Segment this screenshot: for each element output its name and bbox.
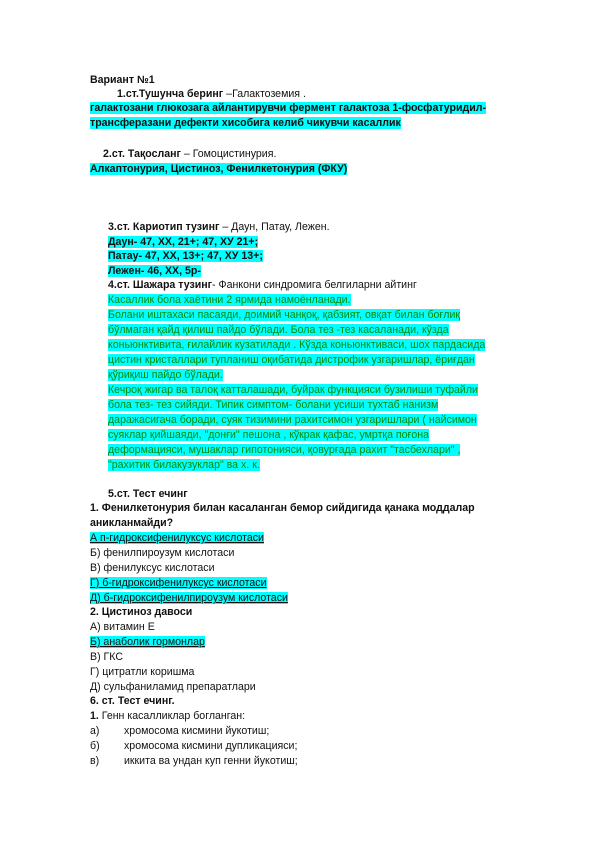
test2-option-a: А) витамин Е — [90, 621, 155, 633]
q4-answer-line: цистин кристаллари тупланиш оқибатида дистрофик узгаришлар, ёриғдан — [108, 354, 475, 366]
q2-label: 2.ст. Тақосланг — [103, 148, 181, 160]
test6-item: а) хромосома кисмини йукотиш; — [90, 725, 270, 737]
q4-answer-line: Болани иштахаси пасаяди, доимий чанқоқ, қабзият, овқат билан боғлиқ — [108, 309, 461, 321]
test1-option-b: Б) фенилпироузум кислотаси — [90, 547, 235, 559]
test1-option-a: А п-гидроксифенилуксус кислотаси — [90, 532, 264, 544]
q1-label: 1.ст.Тушунча беринг — [117, 88, 224, 100]
q4-topic: Фанкони синдромига белгиларни айтинг — [218, 279, 417, 291]
test6-question: 1. Генн касалликлар богланган: — [90, 710, 246, 722]
question-1 — [117, 88, 306, 101]
question-6-heading: 6. ст. Тест ечинг. — [90, 695, 175, 707]
q3-answer-line: Даун- 47, ХХ, 21+; 47, ХУ 21+; — [108, 236, 259, 248]
q2-answer: Алкаптонурия, Цистиноз, Фенилкетонурия (ФКУ) — [90, 163, 348, 175]
test6-item: б) хромосома кисмини дупликацияси; — [90, 740, 298, 752]
q4-answer-line: бўлмаган қайд қилиш пайдо бўлади. Бола тез -тез касаланади, кўзда — [108, 324, 449, 336]
q3-label: 3.ст. Кариотип тузинг — [108, 221, 220, 233]
test2-option-g: Г) цитратли коришма — [90, 666, 195, 678]
test6-item: в) иккита ва ундан куп генни йукотиш; — [90, 755, 298, 767]
q3-sep: – — [219, 221, 232, 233]
q2-topic: Гомоцистинурия. — [192, 148, 277, 160]
test1-option-v: В) фенилуксус кислотаси — [90, 562, 215, 574]
test2-question: 2. Цистиноз давоси — [90, 606, 193, 618]
test1-question-line: 1. Фенилкетонурия билан касаланган бемор сийдигида қанака моддалар — [90, 502, 475, 514]
q4-answer-line: бола тез- тез сийяди. Типик симптом- болани усиши тухтаб нанизм — [108, 399, 439, 411]
q1-answer-line: трансферазани дефекти хисобига келиб чикувчи касаллик — [90, 117, 401, 129]
test1-question-line: аникланмайди? — [90, 517, 174, 529]
q1-answer-line: галактозани глюкозага айлантирувчи фермент галактоза 1-фосфатуридил- — [90, 102, 487, 114]
test2-option-b: Б) анаболик гормонлар — [90, 636, 205, 648]
q3-answer-line: Патау- 47, ХХ, 13+; 47, ХУ 13+; — [108, 250, 263, 262]
q1-sep: – — [223, 88, 233, 100]
q4-sep: - — [212, 279, 219, 291]
q4-label: 4.ст. Шажара тузинг — [108, 279, 213, 291]
test2-option-d: Д) сульфаниламид препаратлари — [90, 681, 256, 693]
q3-answer-line: Лежен- 46, ХХ, 5р- — [108, 265, 201, 277]
question-2 — [103, 148, 276, 161]
test1-option-d: Д) б-гидроксифенилпироузум кислотаси — [90, 592, 288, 604]
test2-option-v: В) ГКС — [90, 651, 123, 663]
question-3 — [108, 221, 330, 234]
test1-option-g: Г) б-гидроксифенилуксус кислотаси — [90, 577, 267, 589]
q4-answer-line: қўриқиш пайдо бўлади. — [108, 369, 223, 381]
question-5-heading: 5.ст. Тест ечинг — [108, 488, 188, 500]
q4-answer-line: "рахитик билакузуклар" ва х. к. — [108, 459, 260, 471]
q4-answer-line: даражасигача боради, суяк тизимини рахитсимон узгаришлари ( найсимон — [108, 414, 477, 426]
q3-topic: Даун, Патау, Лежен. — [231, 221, 330, 233]
q4-answer-line: деформацияси, мушаклар гипотонияси, қовурғада рахит "тасбехлари" , — [108, 444, 461, 456]
q4-answer-line: коньюнктивита, ғилайлик кузатилади . Кўзда коньюнктиваси, шох пардасида — [108, 339, 486, 351]
q4-answer-line: Кечроқ жигар ва талоқ катталашади, буйрак функцияси бузилиши туфайли — [108, 384, 478, 396]
q4-answer-line: Касаллик бола хаётини 2 ярмида намоёнланади. — [108, 294, 351, 306]
q4-answer-line: суяклар қийшаяди, "донғи" пешона , кўкрак қафас, умртқа поғона — [108, 429, 430, 441]
q1-topic: Галактоземия . — [232, 88, 306, 100]
question-4 — [108, 279, 417, 292]
q2-sep: – — [180, 148, 193, 160]
variant-title: Вариант №1 — [90, 74, 155, 86]
